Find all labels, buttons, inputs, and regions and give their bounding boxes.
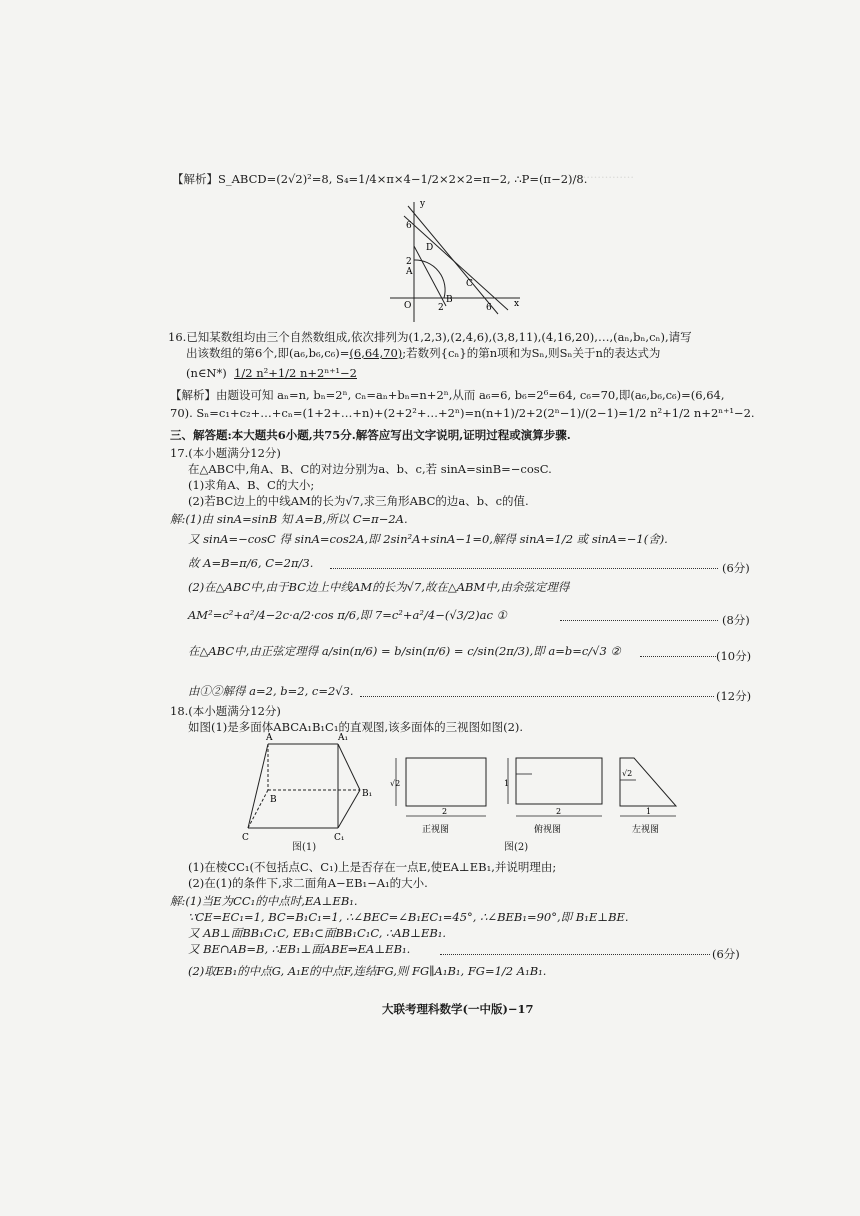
dotted-leader (640, 656, 718, 657)
dim-label: 2 (442, 807, 448, 816)
fig-label: 6 (486, 303, 492, 313)
solution-17-line6: 在△ABC中,由正弦定理得 a/sin(π/6) = b/sin(π/6) = c/sin(2π/3),即 a=b=c/√3 ② (188, 644, 621, 658)
solution-18-line4: 又 BE∩AB=B, ∴EB₁⊥面ABE⇒EA⊥EB₁. (188, 942, 411, 956)
coordinate-figure (380, 198, 530, 326)
fig-label: y (420, 199, 426, 209)
solution-15: 【解析】S_ABCD=(2√2)²=8, S₄=1/4×π×4−1/2×2×2=π−2, ∴P=(π−2)/8. (172, 172, 588, 186)
solution-16-line1: 【解析】由题设可知 aₙ=n, bₙ=2ⁿ, cₙ=aₙ+bₙ=n+2ⁿ,从而 a₆=6, b₆=2⁶=64, c₆=70,即(a₆,b₆,c₆)=(6,64, (170, 388, 725, 402)
score-mark: (10分) (716, 649, 752, 663)
fig-label: B (446, 295, 453, 305)
dotted-leader (330, 568, 718, 569)
score-mark: (6分) (722, 561, 750, 575)
fig-label: 6 (406, 221, 412, 231)
view-name: 正视图 (422, 825, 450, 835)
fig-label: x (514, 299, 520, 309)
fig-label: C (242, 833, 249, 843)
q16-text: (n∈N*) (186, 366, 227, 380)
question-17-part1: (1)求角A、B、C的大小; (188, 478, 315, 492)
solution-17-line5: AM²=c²+a²/4−2c·a/2·cos π/6,即 7=c²+a²/4−(√3/2)ac ① (188, 608, 507, 622)
bleed-through-text: ……………… (568, 168, 634, 181)
q16-answer-1: (6,64,70) (349, 346, 403, 360)
solution-18-line5: (2)取EB₁的中点G, A₁E的中点F,连结FG,则 FG∥A₁B₁, FG=1/2 A₁B₁. (188, 964, 547, 978)
fig-label: A (406, 267, 413, 277)
question-16-line1: 16.已知某数组均由三个自然数组成,依次排列为(1,2,3),(2,4,6),(3,8,11),(4,16,20),…,(aₙ,bₙ,cₙ),请写 (168, 330, 692, 344)
fig-label: D (426, 243, 434, 253)
fig1-caption: 图(1) (292, 842, 317, 853)
question-17-stem: 在△ABC中,角A、B、C的对边分别为a、b、c,若 sinA=sinB=−cosC. (188, 462, 552, 476)
fig-label: C (466, 279, 473, 289)
score-mark: (12分) (716, 689, 752, 703)
dim-label: 1 (504, 779, 510, 788)
score-mark: (6分) (712, 947, 740, 961)
view-name: 左视图 (632, 825, 660, 835)
question-17-header: 17.(本小题满分12分) (170, 446, 281, 460)
solution-18-line1: 解:(1)当E为CC₁的中点时,EA⊥EB₁. (170, 894, 358, 908)
dim-label: √2 (622, 769, 633, 778)
dotted-leader (360, 696, 714, 697)
fig-label: 2 (406, 257, 412, 267)
dim-label: 1 (646, 807, 652, 816)
fig-label: A₁ (338, 733, 349, 743)
q16-answer-2: 1/2 n²+1/2 n+2ⁿ⁺¹−2 (234, 366, 357, 380)
question-18-header: 18.(本小题满分12分) (170, 704, 281, 718)
question-18-stem: 如图(1)是多面体ABCA₁B₁C₁的直观图,该多面体的三视图如图(2). (188, 720, 524, 734)
q16-text: ;若数列{cₙ}的第n项和为Sₙ,则Sₙ关于n的表达式为 (402, 346, 661, 360)
view-name: 俯视图 (534, 825, 562, 835)
q16-text: 出该数组的第6个,即(a₆,b₆,c₆)= (186, 346, 350, 360)
question-16-line3 (186, 366, 357, 381)
fig2-caption: 图(2) (504, 842, 529, 853)
solution-17-line2: 又 sinA=−cosC 得 sinA=cos2A,即 2sin²A+sinA−1=0,解得 sinA=1/2 或 sinA=−1(舍). (188, 532, 668, 546)
fig-label: C₁ (334, 833, 345, 843)
dotted-leader (560, 620, 718, 621)
dotted-leader (440, 954, 710, 955)
question-16-line2 (186, 346, 660, 361)
solution-17-line4: (2)在△ABC中,由于BC边上中线AM的长为√7,故在△ABM中,由余弦定理得 (188, 580, 570, 594)
three-views-figure (384, 750, 684, 850)
solution-18-line2: ∵CE=EC₁=1, BC=B₁C₁=1, ∴∠BEC=∠B₁EC₁=45°, ∴∠BEB₁=90°,即 B₁E⊥BE. (188, 910, 629, 924)
solution-17-line3: 故 A=B=π/6, C=2π/3. (188, 556, 314, 570)
page-footer: 大联考理科数学(一中版)−17 (382, 1002, 534, 1016)
fig-label: B (270, 795, 277, 805)
question-17-part2: (2)若BC边上的中线AM的长为√7,求三角形ABC的边a、b、c的值. (188, 494, 529, 508)
prism-figure (234, 730, 374, 850)
fig-label: 2 (438, 303, 444, 313)
solution-16-line2: 70). Sₙ=c₁+c₂+…+cₙ=(1+2+…+n)+(2+2²+…+2ⁿ)=n(n+1)/2+2(2ⁿ−1)/(2−1)=1/2 n²+1/2 n+2ⁿ⁺¹−2. (170, 406, 755, 420)
dim-label: √2 (390, 779, 401, 788)
question-18-part1: (1)在棱CC₁(不包括点C、C₁)上是否存在一点E,使EA⊥EB₁,并说明理由; (188, 860, 557, 874)
solution-18-line3: 又 AB⊥面BB₁C₁C, EB₁⊂面BB₁C₁C, ∴AB⊥EB₁. (188, 926, 447, 940)
question-18-part2: (2)在(1)的条件下,求二面角A−EB₁−A₁的大小. (188, 876, 428, 890)
score-mark: (8分) (722, 613, 750, 627)
fig-label: A (266, 733, 273, 743)
section-heading: 三、解答题:本大题共6小题,共75分.解答应写出文字说明,证明过程或演算步骤. (170, 428, 571, 442)
dim-label: 2 (556, 807, 562, 816)
solution-17-line7: 由①②解得 a=2, b=2, c=2√3. (188, 684, 354, 698)
fig-label: B₁ (362, 789, 373, 799)
solution-17-line1: 解:(1)由 sinA=sinB 知 A=B,所以 C=π−2A. (170, 512, 408, 526)
fig-label: O (404, 301, 412, 311)
